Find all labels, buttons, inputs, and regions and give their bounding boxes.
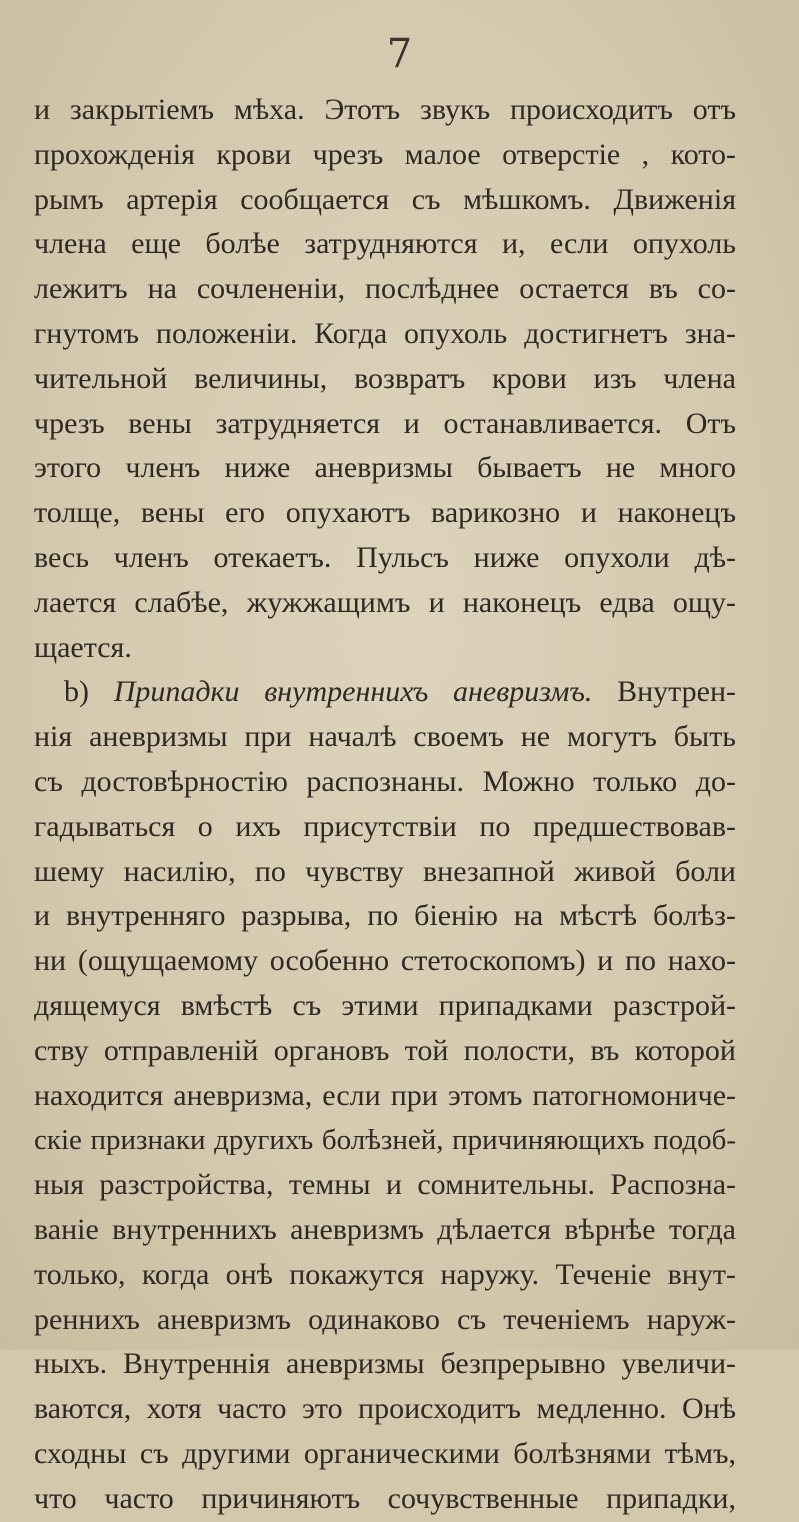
text-line: дящемуся вмѣстѣ съ этими припадками разстрой-	[34, 988, 736, 1022]
section-first-line-rest: Внутрен-	[617, 675, 737, 709]
text-line: реннихъ аневризмъ одинаково съ теченіемъ наруж-	[34, 1302, 736, 1336]
text-line: что часто причиняютъ сочувственные припадки,	[34, 1481, 736, 1515]
text-line: находится аневризма, если при этомъ патогномониче-	[34, 1078, 736, 1112]
text-line: ваніе внутреннихъ аневризмъ дѣлается вѣрнѣе тогда	[34, 1212, 736, 1246]
text-line: съ достовѣрностію распознаны. Можно только до-	[34, 764, 736, 798]
text-line: ныя разстройства, темны и сомнительны. Распозна-	[34, 1168, 736, 1202]
text-line: гадываться о ихъ присутствіи по предшествовав-	[34, 809, 736, 843]
text-line: прохожденія крови чрезъ малое отверстіе , кото-	[34, 137, 736, 171]
text-line: скіе признаки другихъ болѣзней, причиняющихъ подоб-	[34, 1124, 736, 1157]
text-line: рымъ артерія сообщается съ мѣшкомъ. Движенія	[34, 182, 736, 216]
text-line: ныхъ. Внутреннія аневризмы безпрерывно увеличи-	[34, 1347, 736, 1381]
text-line: чительной величины, возвратъ крови изъ члена	[34, 361, 736, 395]
text-line: члена еще болѣе затрудняются и, если опухоль	[34, 227, 736, 261]
text-line: ваются, хотя часто это происходитъ медленно. Онѣ	[34, 1392, 736, 1426]
section-heading-line	[34, 670, 736, 715]
text-line: нія аневризмы при началѣ своемъ не могутъ быть	[34, 720, 736, 754]
text-line: только, когда онѣ покажутся наружу. Теченіе внут-	[34, 1257, 736, 1291]
text-line: гнутомъ положеніи. Когда опухоль достигнетъ зна-	[34, 316, 736, 350]
text-line: ни (ощущаемому особенно стетоскопомъ) и по нахо-	[34, 944, 736, 978]
text-line: сходны съ другими органическими болѣзнями тѣмъ,	[34, 1436, 736, 1470]
text-line: ству отправленій органовъ той полости, въ которой	[34, 1033, 736, 1067]
text-line: щается.	[34, 630, 132, 664]
text-line: и внутренняго разрыва, по біенію на мѣстѣ болѣз-	[34, 899, 736, 933]
text-line: чрезъ вены затрудняется и останавливается. Отъ	[34, 406, 736, 440]
page-number: 7	[386, 31, 413, 77]
text-line: лежитъ на сочлененіи, послѣднее остается въ со-	[34, 272, 736, 306]
section-marker: b)	[64, 675, 89, 709]
section-heading: Припадки внутреннихъ аневризмъ.	[113, 675, 593, 709]
text-line: весь членъ отекаетъ. Пульсъ ниже опухоли дѣ-	[34, 540, 736, 574]
text-line: этого членъ ниже аневризмы бываетъ не много	[34, 451, 736, 485]
text-line: шему насилію, по чувству внезапной живой боли	[34, 854, 736, 888]
body-text	[34, 88, 736, 1522]
text-line: лается слабѣе, жужжащимъ и наконецъ едва ощу-	[34, 585, 736, 619]
text-line: и закрытіемъ мѣха. Этотъ звукъ происходитъ отъ	[34, 93, 736, 126]
text-line: толще, вены его опухаютъ варикозно и наконецъ	[34, 496, 736, 530]
